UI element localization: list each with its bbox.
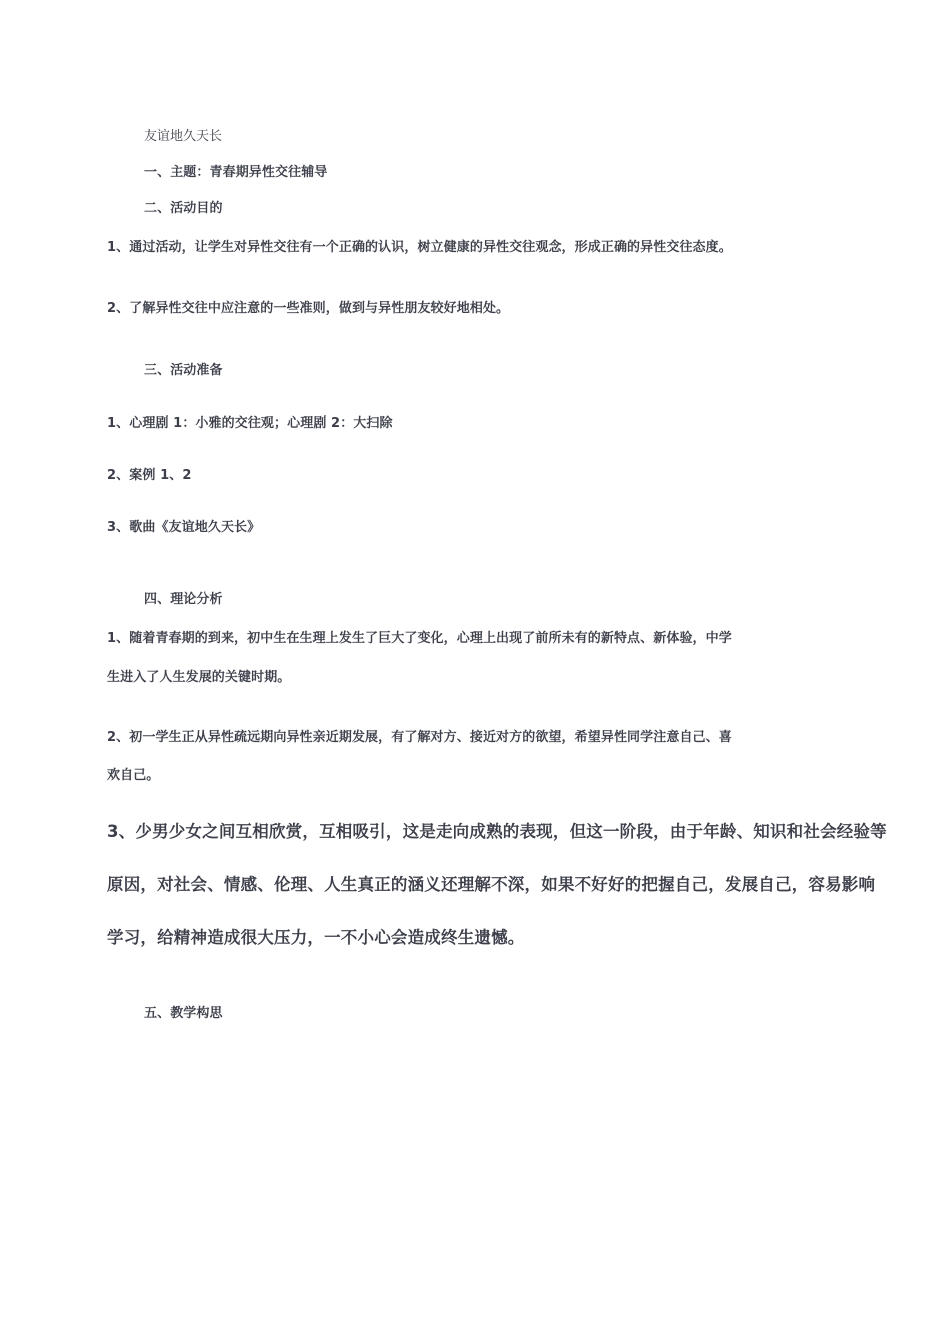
analysis-3-line2: 原因，对社会、情感、伦理、人生真正的涵义还理解不深，如果不好好的把握自己，发展自己，容易影响 [107, 875, 876, 894]
analysis-2-line2: 欢自己。 [107, 768, 160, 783]
analysis-3-line1: 3、少男少女之间互相欣赏，互相吸引，这是走向成熟的表现，但这一阶段，由于年龄、知识和社会经验等 [107, 822, 887, 841]
prep-3: 3、歌曲《友谊地久天长》 [107, 520, 261, 535]
heading-goals: 二、活动目的 [144, 201, 223, 216]
prep-1: 1、心理剧 1：小雅的交往观；心理剧 2：大扫除 [107, 416, 393, 431]
document-title: 友谊地久天长 [144, 129, 223, 144]
prep-2: 2、案例 1、2 [107, 468, 192, 483]
heading-prep: 三、活动准备 [144, 363, 223, 378]
analysis-3-line3: 学习，给精神造成很大压力，一不小心会造成终生遗憾。 [107, 928, 525, 947]
analysis-1-line1: 1、随着青春期的到来，初中生在生理上发生了巨大了变化，心理上出现了前所未有的新特点、新体验，中学 [107, 631, 732, 646]
goal-2: 2、了解异性交往中应注意的一些准则，做到与异性朋友较好地相处。 [107, 301, 510, 316]
heading-analysis: 四、理论分析 [144, 592, 223, 607]
analysis-2-line1: 2、初一学生正从异性疏远期向异性亲近期发展，有了解对方、接近对方的欲望，希望异性同学注意自己、喜 [107, 730, 732, 745]
analysis-1-line2: 生进入了人生发展的关键时期。 [107, 670, 291, 685]
heading-theme: 一、主题：青春期异性交往辅导 [144, 165, 328, 180]
goal-1: 1、通过活动，让学生对异性交往有一个正确的认识，树立健康的异性交往观念，形成正确的异性交往态度。 [107, 240, 732, 255]
heading-design: 五、教学构思 [144, 1006, 223, 1021]
